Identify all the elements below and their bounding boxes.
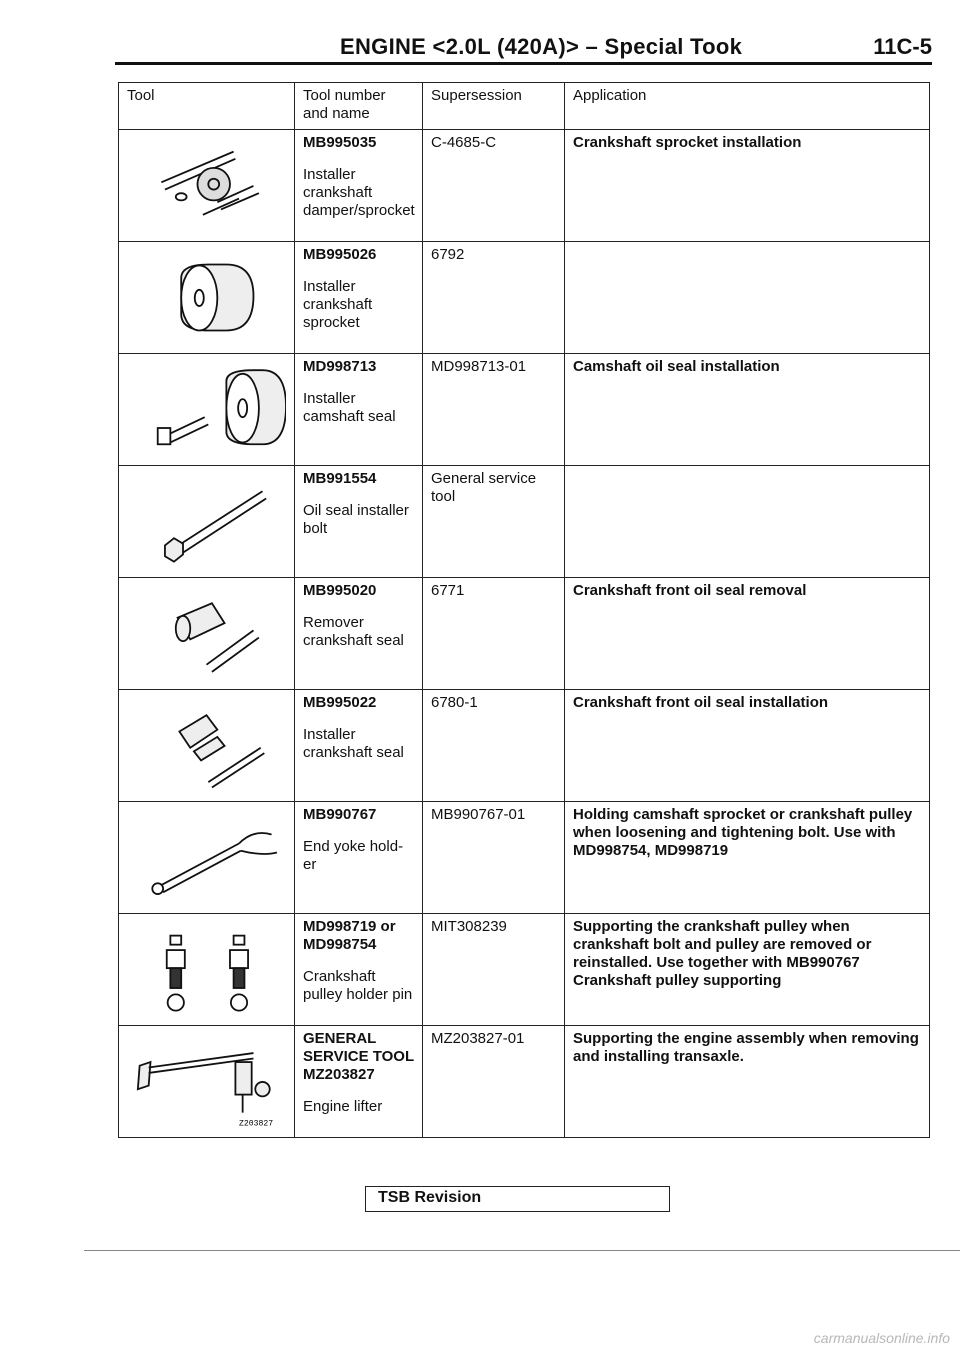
tool-image-cell: [119, 242, 295, 354]
crankshaft-damper-installer-icon: [127, 134, 286, 237]
application: Supporting the crankshaft pulley when crankshaft bolt and pulley are removed or reinstalled. Use together with MB990767: [573, 918, 872, 971]
tool-image-cell: [119, 914, 295, 1026]
tool-number: MB995026: [303, 246, 377, 263]
tool-name: Crankshaft pulley holder pin: [303, 968, 413, 1003]
supersession-cell: [423, 1026, 565, 1138]
application: Crankshaft front oil seal installation: [573, 694, 829, 711]
tsb-revision-label: TSB Revision: [378, 1189, 482, 1206]
table-row: [119, 466, 930, 578]
tool-number: MB995022: [303, 694, 377, 711]
supersession: MD998713-01: [431, 358, 527, 375]
tool-image-cell: [119, 690, 295, 802]
tool-number: MD998713: [303, 358, 377, 375]
tool-image-cell: [119, 130, 295, 242]
pulley-holder-pin-icon: [127, 918, 286, 1021]
tool-image-cell: [119, 354, 295, 466]
application: Holding camshaft sprocket or crankshaft pulley when loosening and tightening bolt. Use with MD998754, MD998719: [573, 806, 913, 859]
tool-name: Installer crankshaft sprocket: [303, 278, 373, 331]
supersession-cell: [423, 354, 565, 466]
supersession: C-4685-C: [431, 134, 497, 151]
supersession-cell: [423, 802, 565, 914]
supersession: 6792: [431, 246, 465, 263]
table-row: [119, 914, 930, 1026]
column-header-application: Application: [565, 83, 930, 130]
column-header-tool-number: Tool number and name: [295, 83, 423, 130]
application-cell: [565, 690, 930, 802]
tool-name: Remover crankshaft seal: [303, 614, 404, 649]
page-title: ENGINE <2.0L (420A)> – Special Took: [340, 34, 743, 59]
table-row: [119, 802, 930, 914]
tool-image-cell: [119, 1026, 295, 1138]
tool-name: Installer crankshaft seal: [303, 726, 404, 761]
header-rule: [115, 62, 932, 65]
seal-remover-icon: [127, 582, 286, 685]
application-cell: [565, 802, 930, 914]
application: Crankshaft front oil seal removal: [573, 582, 807, 599]
tool-name: Installer crankshaft damper/sprocket: [303, 166, 415, 219]
tool-image-cell: [119, 802, 295, 914]
supersession-cell: [423, 130, 565, 242]
tool-number: MB990767: [303, 806, 377, 823]
supersession-cell: [423, 242, 565, 354]
tool-number: MD998719 or MD998754: [303, 918, 396, 953]
table-row: [119, 354, 930, 466]
tool-number-cell: [295, 802, 423, 914]
engine-lifter-icon: [127, 1030, 286, 1133]
installer-bolt-icon: [127, 470, 286, 573]
tool-name: Oil seal installer bolt: [303, 502, 409, 537]
supersession: 6780-1: [431, 694, 478, 711]
column-header-supersession: Supersession: [423, 83, 565, 130]
application-cell: [565, 242, 930, 354]
application-cell: [565, 354, 930, 466]
bottom-rule: [84, 1250, 960, 1251]
supersession-cell: [423, 466, 565, 578]
supersession-cell: [423, 914, 565, 1026]
watermark: carmanualsonline.info: [813, 1330, 950, 1346]
application-cell: [565, 466, 930, 578]
tool-number-cell: [295, 130, 423, 242]
table-row: [119, 690, 930, 802]
table-row: [119, 1026, 930, 1138]
supersession: General service tool: [431, 470, 537, 505]
application-cell: [565, 578, 930, 690]
tool-image-cell: [119, 466, 295, 578]
column-header-tool: Tool: [119, 83, 295, 130]
tsb-revision-box: [365, 1186, 670, 1212]
application-note: Crankshaft pulley supporting: [573, 972, 782, 989]
table-row: [119, 130, 930, 242]
tool-number: GENERAL SERVICE TOOL MZ203827: [303, 1030, 414, 1083]
table-row: [119, 578, 930, 690]
tool-number-cell: [295, 578, 423, 690]
tool-number-cell: [295, 914, 423, 1026]
tool-number-cell: [295, 466, 423, 578]
tool-number: MB991554: [303, 470, 377, 487]
table-header-row: [119, 83, 930, 130]
application-cell: [565, 1026, 930, 1138]
table-row: [119, 242, 930, 354]
crankshaft-seal-installer-icon: [127, 694, 286, 797]
supersession: MZ203827-01: [431, 1030, 525, 1047]
tool-number-cell: [295, 1026, 423, 1138]
supersession: MB990767-01: [431, 806, 526, 823]
tool-number: MB995020: [303, 582, 377, 599]
tool-number-cell: [295, 354, 423, 466]
tool-number-cell: [295, 242, 423, 354]
application: Supporting the engine assembly when removing and installing transaxle.: [573, 1030, 919, 1065]
special-tools-table: [118, 82, 930, 1138]
tool-name: End yoke hold- er: [303, 838, 404, 873]
application: Camshaft oil seal installation: [573, 358, 780, 375]
application-cell: [565, 130, 930, 242]
tool-name: Installer camshaft seal: [303, 390, 396, 425]
supersession-cell: [423, 578, 565, 690]
supersession-cell: [423, 690, 565, 802]
page-number: 11C-5: [873, 34, 932, 59]
end-yoke-holder-icon: [127, 806, 286, 909]
tool-name: Engine lifter: [303, 1098, 383, 1115]
crankshaft-sprocket-installer-icon: [127, 246, 286, 349]
supersession: 6771: [431, 582, 465, 599]
tool-image-cell: [119, 578, 295, 690]
application-cell: [565, 914, 930, 1026]
camshaft-seal-installer-icon: [127, 358, 286, 461]
figure-code: Z203827: [239, 1119, 274, 1129]
page-header: [0, 28, 960, 68]
supersession: MIT308239: [431, 918, 507, 935]
tool-number-cell: [295, 690, 423, 802]
application: Crankshaft sprocket installation: [573, 134, 802, 151]
tool-number: MB995035: [303, 134, 377, 151]
